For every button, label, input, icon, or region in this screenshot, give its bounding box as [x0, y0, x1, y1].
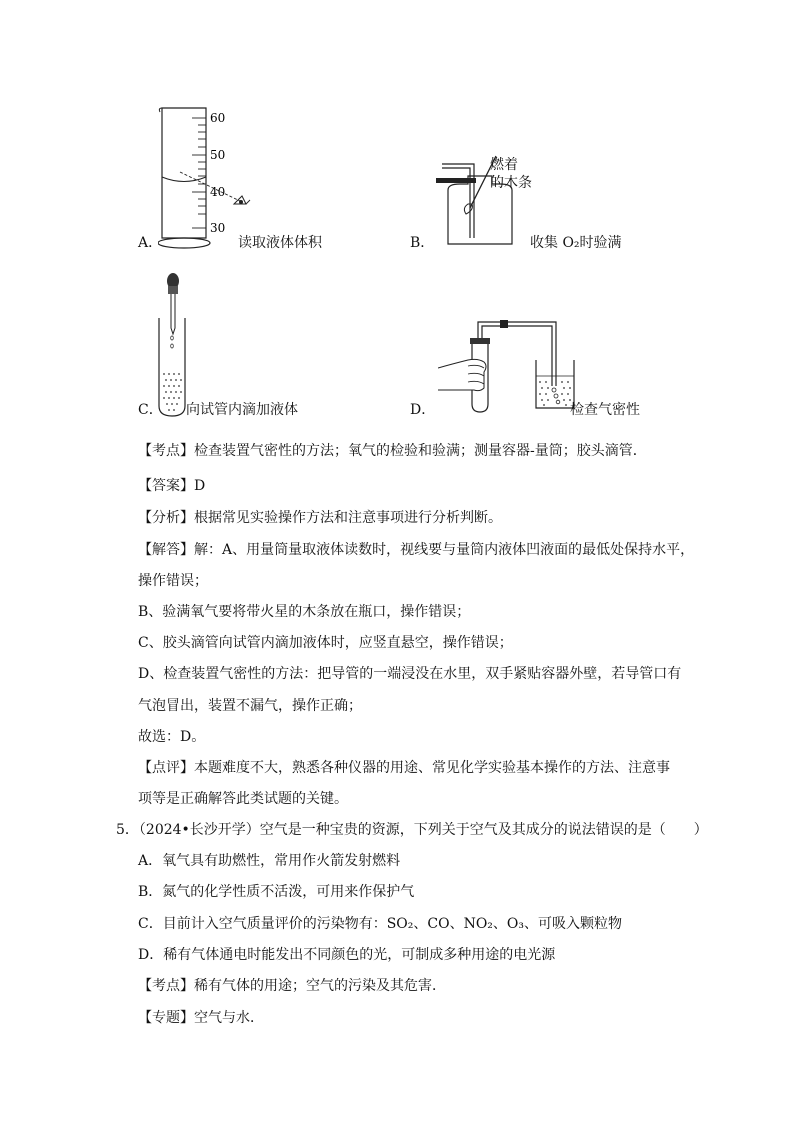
- figure-b-letter: B．: [410, 235, 435, 251]
- q4-solution-d1: D、检查装置气密性的方法：把导管的一端浸没在水里，双手紧贴容器外壁，若导管口有: [138, 666, 682, 682]
- figure-a-caption: 读取液体体积: [238, 235, 322, 251]
- figure-a: [138, 100, 350, 260]
- tick-label-50: 50: [210, 148, 226, 162]
- q4-solution-d2: 气泡冒出，装置不漏气，操作正确；: [138, 698, 362, 714]
- q5-option-c: C．目前计入空气质量评价的污染物有：SO₂、CO、NO₂、O₃、可吸入颗粒物: [138, 916, 623, 932]
- q4-solution-c: C、胶头滴管向试管内滴加液体时，应竖直悬空，操作错误；: [138, 635, 513, 651]
- tick-label-30: 30: [210, 221, 226, 235]
- figure-c-letter: C．: [138, 402, 163, 418]
- eye-icon: [234, 196, 250, 204]
- figure-b-caption: 收集 O₂时验满: [530, 235, 622, 251]
- q4-kaodian: 【考点】检查装置气密性的方法；氧气的检验和验满；测量容器-量筒；胶头滴管．: [138, 443, 647, 459]
- graduated-cylinder-diagram: [158, 104, 258, 254]
- q5-kaodian: 【考点】稀有气体的用途；空气的污染及其危害．: [138, 978, 446, 994]
- q4-analysis: 【分析】根据常见实验操作方法和注意事项进行分析判断。: [138, 510, 502, 526]
- q5-option-b: B．氮气的化学性质不活泼，可用来作保护气: [138, 884, 415, 900]
- airtightness-check-diagram: [438, 316, 578, 416]
- q5-option-a: A．氧气具有助燃性，常用作火箭发射燃料: [138, 853, 401, 869]
- q4-comment-line1: 【点评】本题难度不大，熟悉各种仪器的用途、常见化学实验基本操作的方法、注意事: [138, 760, 670, 776]
- q5-topic: 【专题】空气与水．: [138, 1010, 264, 1026]
- figure-c-caption: 向试管内滴加液体: [186, 402, 298, 418]
- tick-label-60: 60: [210, 111, 226, 125]
- q4-answer: 【答案】D: [138, 478, 206, 494]
- figure-d-letter: D．: [410, 402, 436, 418]
- q4-solution-b: B、验满氧气要将带火星的木条放在瓶口，操作错误；: [138, 604, 471, 620]
- figure-b: [410, 150, 670, 260]
- q4-final-choice: 故选：D。: [138, 729, 206, 745]
- q5-stem: 5．（2024•长沙开学）空气是一种宝贵的资源，下列关于空气及其成分的说法错误的是（ ）: [116, 822, 708, 838]
- figure-b-label-line2: 的木条: [490, 175, 532, 191]
- q4-solution-line1: 【解答】解：A、用量筒量取液体读数时，视线要与量筒内液体凹液面的最低处保持水平，: [138, 542, 695, 558]
- figure-b-label-line1: 燃着: [490, 157, 518, 173]
- dropper-diagram: [156, 270, 216, 420]
- q4-comment-line2: 项等是正确解答此类试题的关键。: [138, 791, 348, 807]
- figure-c: [138, 270, 358, 420]
- q5-option-d: D．稀有气体通电时能发出不同颜色的光，可制成多种用途的电光源: [138, 947, 556, 963]
- q4-solution-line2: 操作错误；: [138, 573, 208, 589]
- figure-d-caption: 检查气密性: [570, 402, 640, 418]
- tick-label-40: 40: [210, 185, 226, 199]
- figure-a-letter: A．: [138, 235, 163, 251]
- figure-d: [410, 316, 650, 422]
